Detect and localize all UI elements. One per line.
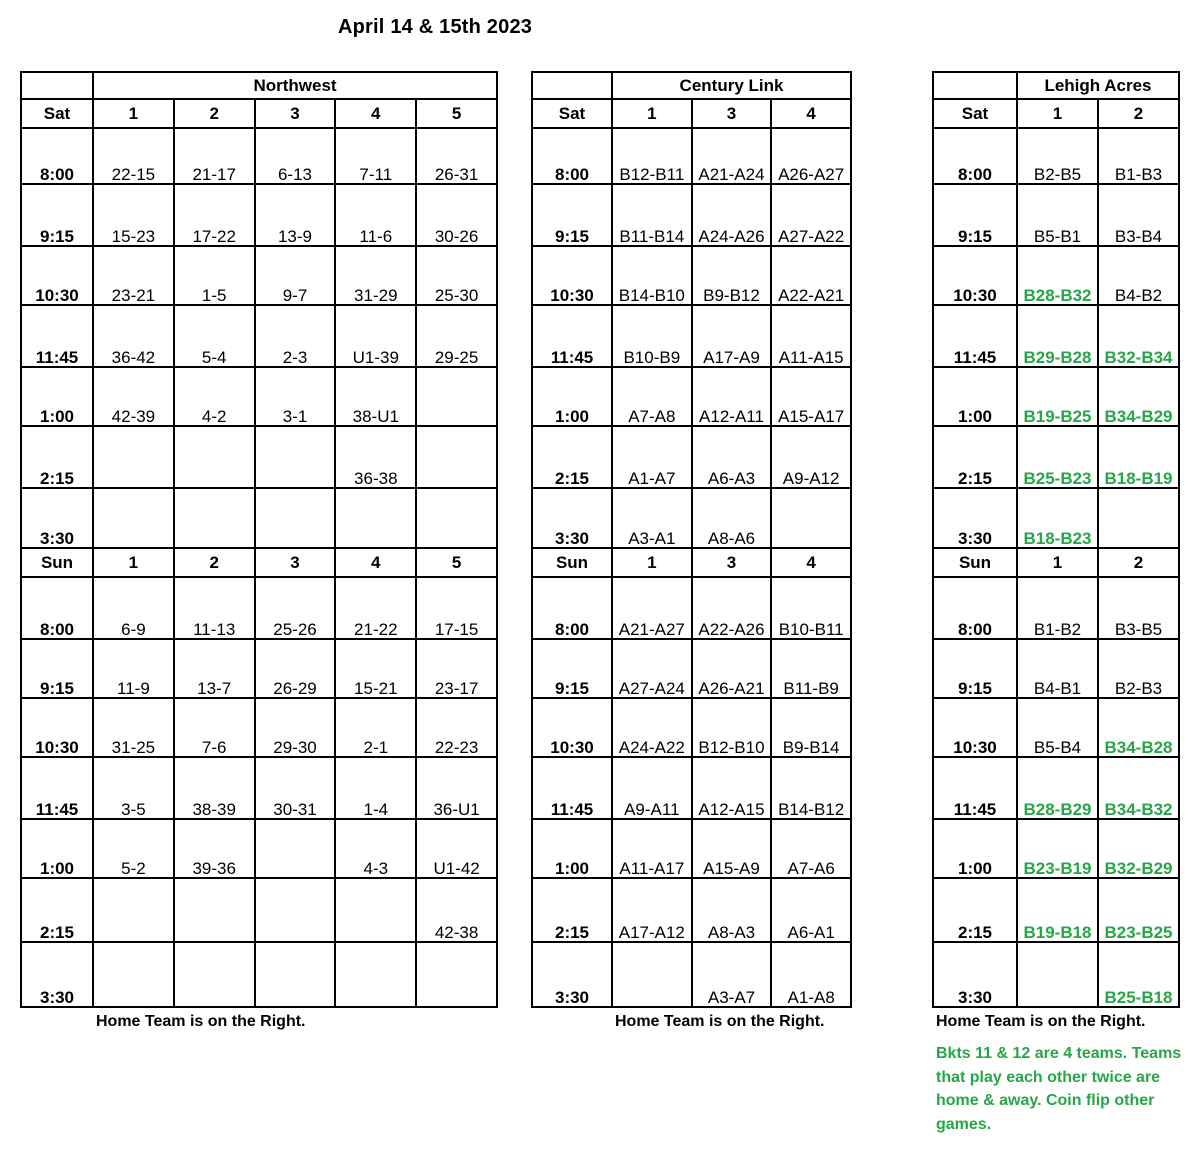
empty-game-cell (335, 878, 416, 942)
time-slot: 11:45 (532, 757, 612, 819)
game-cell: A6-A1 (771, 878, 851, 942)
game-cell: B9-B12 (692, 246, 772, 305)
day-label: Sun (21, 548, 93, 577)
game-cell: A8-A3 (692, 878, 772, 942)
empty-game-cell (174, 488, 255, 548)
time-slot: 8:00 (532, 128, 612, 184)
game-cell: A15-A17 (771, 367, 851, 426)
game-cell: A26-A21 (692, 639, 772, 698)
time-slot: 2:15 (532, 878, 612, 942)
game-cell: B19-B18 (1017, 878, 1098, 942)
game-cell: B12-B11 (612, 128, 692, 184)
sat-header-row (933, 99, 1179, 128)
game-cell: 6-9 (93, 577, 174, 639)
field-header: 3 (255, 548, 336, 577)
time-slot: 9:15 (21, 639, 93, 698)
day-label: Sat (933, 99, 1017, 128)
field-header: 3 (692, 99, 772, 128)
time-slot: 11:45 (21, 305, 93, 367)
game-cell: A26-A27 (771, 128, 851, 184)
time-slot: 1:00 (933, 819, 1017, 878)
game-cell: 23-21 (93, 246, 174, 305)
game-cell: A9-A11 (612, 757, 692, 819)
time-slot: 2:15 (933, 426, 1017, 488)
time-slot-row (21, 639, 497, 698)
day-label: Sun (532, 548, 612, 577)
time-slot: 1:00 (21, 819, 93, 878)
game-cell: 21-22 (335, 577, 416, 639)
game-cell: B34-B29 (1098, 367, 1179, 426)
empty-game-cell (255, 819, 336, 878)
time-slot-row (21, 488, 497, 548)
empty-game-cell (93, 488, 174, 548)
time-slot: 8:00 (21, 577, 93, 639)
lehigh-acres-schedule-table (932, 71, 1180, 1008)
time-slot: 8:00 (532, 577, 612, 639)
game-cell: 5-2 (93, 819, 174, 878)
game-cell: B28-B29 (1017, 757, 1098, 819)
game-cell: 36-38 (335, 426, 416, 488)
venue-name: Lehigh Acres (1017, 72, 1179, 99)
game-cell: A21-A24 (692, 128, 772, 184)
century-link-schedule-table (531, 71, 852, 1008)
game-cell: B32-B29 (1098, 819, 1179, 878)
game-cell: B12-B10 (692, 698, 772, 757)
field-header: 2 (1098, 99, 1179, 128)
game-cell: A17-A9 (692, 305, 772, 367)
game-cell: B9-B14 (771, 698, 851, 757)
game-cell: 11-13 (174, 577, 255, 639)
game-cell: B34-B28 (1098, 698, 1179, 757)
game-cell: A7-A6 (771, 819, 851, 878)
empty-game-cell (255, 426, 336, 488)
game-cell: A11-A17 (612, 819, 692, 878)
empty-game-cell (1017, 942, 1098, 1007)
game-cell: B34-B32 (1098, 757, 1179, 819)
time-slot-row (21, 819, 497, 878)
game-cell: 22-15 (93, 128, 174, 184)
day-label: Sat (532, 99, 612, 128)
field-header: 4 (771, 548, 851, 577)
time-slot: 11:45 (532, 305, 612, 367)
time-slot-row (933, 426, 1179, 488)
time-slot: 3:30 (21, 488, 93, 548)
game-cell: 7-6 (174, 698, 255, 757)
game-cell: B18-B19 (1098, 426, 1179, 488)
game-cell: 25-26 (255, 577, 336, 639)
game-cell: A12-A15 (692, 757, 772, 819)
game-cell: 4-2 (174, 367, 255, 426)
game-cell: 36-U1 (416, 757, 497, 819)
time-slot: 3:30 (933, 488, 1017, 548)
time-slot-row (933, 878, 1179, 942)
game-cell: A1-A7 (612, 426, 692, 488)
empty-game-cell (255, 488, 336, 548)
game-cell: 25-30 (416, 246, 497, 305)
game-cell: 5-4 (174, 305, 255, 367)
game-cell: A22-A21 (771, 246, 851, 305)
game-cell: 2-3 (255, 305, 336, 367)
game-cell: 7-11 (335, 128, 416, 184)
game-cell: U1-42 (416, 819, 497, 878)
game-cell: B10-B9 (612, 305, 692, 367)
venue-row (21, 72, 497, 99)
game-cell: A6-A3 (692, 426, 772, 488)
game-cell: 13-9 (255, 184, 336, 246)
field-header: 1 (93, 548, 174, 577)
time-slot-row (21, 942, 497, 1007)
game-cell: B32-B34 (1098, 305, 1179, 367)
game-cell: 15-21 (335, 639, 416, 698)
game-cell: B10-B11 (771, 577, 851, 639)
field-header: 4 (335, 548, 416, 577)
empty-game-cell (771, 488, 851, 548)
game-cell: A12-A11 (692, 367, 772, 426)
game-cell: A24-A26 (692, 184, 772, 246)
field-header: 2 (1098, 548, 1179, 577)
field-header: 1 (93, 99, 174, 128)
time-slot-row (532, 128, 851, 184)
game-cell: 26-29 (255, 639, 336, 698)
time-slot: 3:30 (933, 942, 1017, 1007)
game-cell: 42-39 (93, 367, 174, 426)
time-slot-row (933, 367, 1179, 426)
time-slot: 11:45 (933, 305, 1017, 367)
day-label: Sat (21, 99, 93, 128)
field-header: 1 (612, 99, 692, 128)
time-slot: 9:15 (532, 639, 612, 698)
game-cell: A21-A27 (612, 577, 692, 639)
time-slot: 10:30 (933, 246, 1017, 305)
game-cell: 26-31 (416, 128, 497, 184)
game-cell: 30-26 (416, 184, 497, 246)
game-cell: B3-B5 (1098, 577, 1179, 639)
time-slot-row (532, 184, 851, 246)
game-cell: B5-B1 (1017, 184, 1098, 246)
empty-game-cell (174, 942, 255, 1007)
time-slot: 2:15 (933, 878, 1017, 942)
time-slot: 1:00 (532, 819, 612, 878)
venue-name: Century Link (612, 72, 851, 99)
empty-game-cell (335, 942, 416, 1007)
time-slot: 3:30 (21, 942, 93, 1007)
time-slot-row (532, 698, 851, 757)
game-cell: B4-B1 (1017, 639, 1098, 698)
game-cell: B23-B25 (1098, 878, 1179, 942)
empty-game-cell (416, 488, 497, 548)
venue-name: Northwest (93, 72, 497, 99)
game-cell: 29-25 (416, 305, 497, 367)
field-header: 1 (1017, 548, 1098, 577)
empty-game-cell (335, 488, 416, 548)
game-cell: U1-39 (335, 305, 416, 367)
venue-row (933, 72, 1179, 99)
time-slot: 10:30 (933, 698, 1017, 757)
time-slot: 2:15 (21, 878, 93, 942)
game-cell: 3-5 (93, 757, 174, 819)
game-cell: 13-7 (174, 639, 255, 698)
time-slot-row (21, 757, 497, 819)
empty-game-cell (612, 942, 692, 1007)
time-slot-row (532, 942, 851, 1007)
empty-game-cell (93, 878, 174, 942)
game-cell: B25-B18 (1098, 942, 1179, 1007)
time-slot: 8:00 (21, 128, 93, 184)
field-header: 2 (174, 548, 255, 577)
game-cell: A3-A7 (692, 942, 772, 1007)
time-slot: 9:15 (21, 184, 93, 246)
time-slot-row (21, 305, 497, 367)
game-cell: A3-A1 (612, 488, 692, 548)
northwest-schedule-table (20, 71, 498, 1008)
field-header: 1 (612, 548, 692, 577)
day-label: Sun (933, 548, 1017, 577)
game-cell: 23-17 (416, 639, 497, 698)
time-slot-row (933, 577, 1179, 639)
time-slot: 9:15 (933, 184, 1017, 246)
time-slot-row (21, 878, 497, 942)
time-slot-row (532, 305, 851, 367)
game-cell: 31-29 (335, 246, 416, 305)
time-slot-row (21, 184, 497, 246)
game-cell: B11-B9 (771, 639, 851, 698)
time-slot: 8:00 (933, 128, 1017, 184)
game-cell: A22-A26 (692, 577, 772, 639)
game-cell: 36-42 (93, 305, 174, 367)
game-cell: 38-U1 (335, 367, 416, 426)
game-cell: 15-23 (93, 184, 174, 246)
time-slot-row (532, 488, 851, 548)
time-slot: 1:00 (21, 367, 93, 426)
game-cell: A8-A6 (692, 488, 772, 548)
time-slot-row (532, 577, 851, 639)
field-header: 3 (692, 548, 772, 577)
game-cell: 1-5 (174, 246, 255, 305)
empty-game-cell (1098, 488, 1179, 548)
game-cell: 30-31 (255, 757, 336, 819)
game-cell: 42-38 (416, 878, 497, 942)
game-cell: B14-B12 (771, 757, 851, 819)
empty-game-cell (255, 878, 336, 942)
game-cell: 11-6 (335, 184, 416, 246)
time-slot-row (21, 367, 497, 426)
sun-header-row (21, 548, 497, 577)
time-slot: 9:15 (933, 639, 1017, 698)
time-slot-row (21, 698, 497, 757)
time-slot-row (532, 246, 851, 305)
time-slot: 8:00 (933, 577, 1017, 639)
game-cell: 38-39 (174, 757, 255, 819)
time-slot: 1:00 (933, 367, 1017, 426)
time-slot-row (21, 426, 497, 488)
game-cell: 29-30 (255, 698, 336, 757)
game-cell: 11-9 (93, 639, 174, 698)
empty-game-cell (416, 426, 497, 488)
time-slot-row (933, 698, 1179, 757)
sun-header-row (933, 548, 1179, 577)
time-slot-row (933, 184, 1179, 246)
corner-cell (532, 72, 612, 99)
time-slot-row (532, 639, 851, 698)
game-cell: B23-B19 (1017, 819, 1098, 878)
time-slot: 3:30 (532, 488, 612, 548)
game-cell: A17-A12 (612, 878, 692, 942)
time-slot: 9:15 (532, 184, 612, 246)
game-cell: 17-15 (416, 577, 497, 639)
game-cell: A9-A12 (771, 426, 851, 488)
game-cell: A1-A8 (771, 942, 851, 1007)
game-cell: B14-B10 (612, 246, 692, 305)
game-cell: 21-17 (174, 128, 255, 184)
time-slot: 3:30 (532, 942, 612, 1007)
field-header: 1 (1017, 99, 1098, 128)
time-slot: 10:30 (21, 698, 93, 757)
field-header: 4 (335, 99, 416, 128)
game-cell: 2-1 (335, 698, 416, 757)
game-cell: B29-B28 (1017, 305, 1098, 367)
game-cell: B1-B3 (1098, 128, 1179, 184)
game-cell: B1-B2 (1017, 577, 1098, 639)
time-slot-row (532, 819, 851, 878)
time-slot: 10:30 (532, 698, 612, 757)
time-slot-row (21, 246, 497, 305)
game-cell: B25-B23 (1017, 426, 1098, 488)
sun-header-row (532, 548, 851, 577)
sat-header-row (532, 99, 851, 128)
time-slot-row (933, 305, 1179, 367)
field-header: 2 (174, 99, 255, 128)
page-title: April 14 & 15th 2023 (338, 16, 533, 38)
game-cell: A27-A24 (612, 639, 692, 698)
corner-cell (21, 72, 93, 99)
game-cell: B19-B25 (1017, 367, 1098, 426)
bracket-note: Bkts 11 & 12 are 4 teams. Teams that play each other twice are home & away. Coin flip other games. (936, 1045, 1182, 1133)
time-slot-row (532, 426, 851, 488)
game-cell: 22-23 (416, 698, 497, 757)
time-slot: 10:30 (21, 246, 93, 305)
game-cell: B3-B4 (1098, 184, 1179, 246)
game-cell: A7-A8 (612, 367, 692, 426)
time-slot-row (933, 488, 1179, 548)
empty-game-cell (255, 942, 336, 1007)
game-cell: B2-B3 (1098, 639, 1179, 698)
time-slot-row (21, 577, 497, 639)
empty-game-cell (416, 942, 497, 1007)
empty-game-cell (174, 426, 255, 488)
empty-game-cell (93, 942, 174, 1007)
northwest-footer-note: Home Team is on the Right. (96, 1013, 306, 1030)
game-cell: 17-22 (174, 184, 255, 246)
game-cell: A11-A15 (771, 305, 851, 367)
time-slot-row (933, 639, 1179, 698)
game-cell: B11-B14 (612, 184, 692, 246)
time-slot: 1:00 (532, 367, 612, 426)
time-slot-row (532, 367, 851, 426)
game-cell: 4-3 (335, 819, 416, 878)
time-slot-row (933, 246, 1179, 305)
time-slot-row (933, 819, 1179, 878)
time-slot-row (933, 942, 1179, 1007)
time-slot-row (933, 128, 1179, 184)
time-slot-row (21, 128, 497, 184)
time-slot: 10:30 (532, 246, 612, 305)
corner-cell (933, 72, 1017, 99)
time-slot-row (933, 757, 1179, 819)
time-slot: 2:15 (21, 426, 93, 488)
field-header: 3 (255, 99, 336, 128)
venue-row (532, 72, 851, 99)
game-cell: 31-25 (93, 698, 174, 757)
game-cell: 39-36 (174, 819, 255, 878)
time-slot: 11:45 (933, 757, 1017, 819)
time-slot-row (532, 757, 851, 819)
century-link-footer-note: Home Team is on the Right. (615, 1013, 825, 1030)
game-cell: B5-B4 (1017, 698, 1098, 757)
game-cell: 9-7 (255, 246, 336, 305)
time-slot: 11:45 (21, 757, 93, 819)
game-cell: 1-4 (335, 757, 416, 819)
game-cell: A24-A22 (612, 698, 692, 757)
game-cell: 3-1 (255, 367, 336, 426)
empty-game-cell (416, 367, 497, 426)
game-cell: B28-B32 (1017, 246, 1098, 305)
game-cell: B2-B5 (1017, 128, 1098, 184)
game-cell: B18-B23 (1017, 488, 1098, 548)
time-slot: 2:15 (532, 426, 612, 488)
field-header: 5 (416, 99, 497, 128)
empty-game-cell (174, 878, 255, 942)
game-cell: 6-13 (255, 128, 336, 184)
game-cell: A27-A22 (771, 184, 851, 246)
time-slot-row (532, 878, 851, 942)
game-cell: A15-A9 (692, 819, 772, 878)
lehigh-acres-footer-note: Home Team is on the Right. (936, 1013, 1146, 1030)
field-header: 5 (416, 548, 497, 577)
field-header: 4 (771, 99, 851, 128)
game-cell: B4-B2 (1098, 246, 1179, 305)
sat-header-row (21, 99, 497, 128)
empty-game-cell (93, 426, 174, 488)
